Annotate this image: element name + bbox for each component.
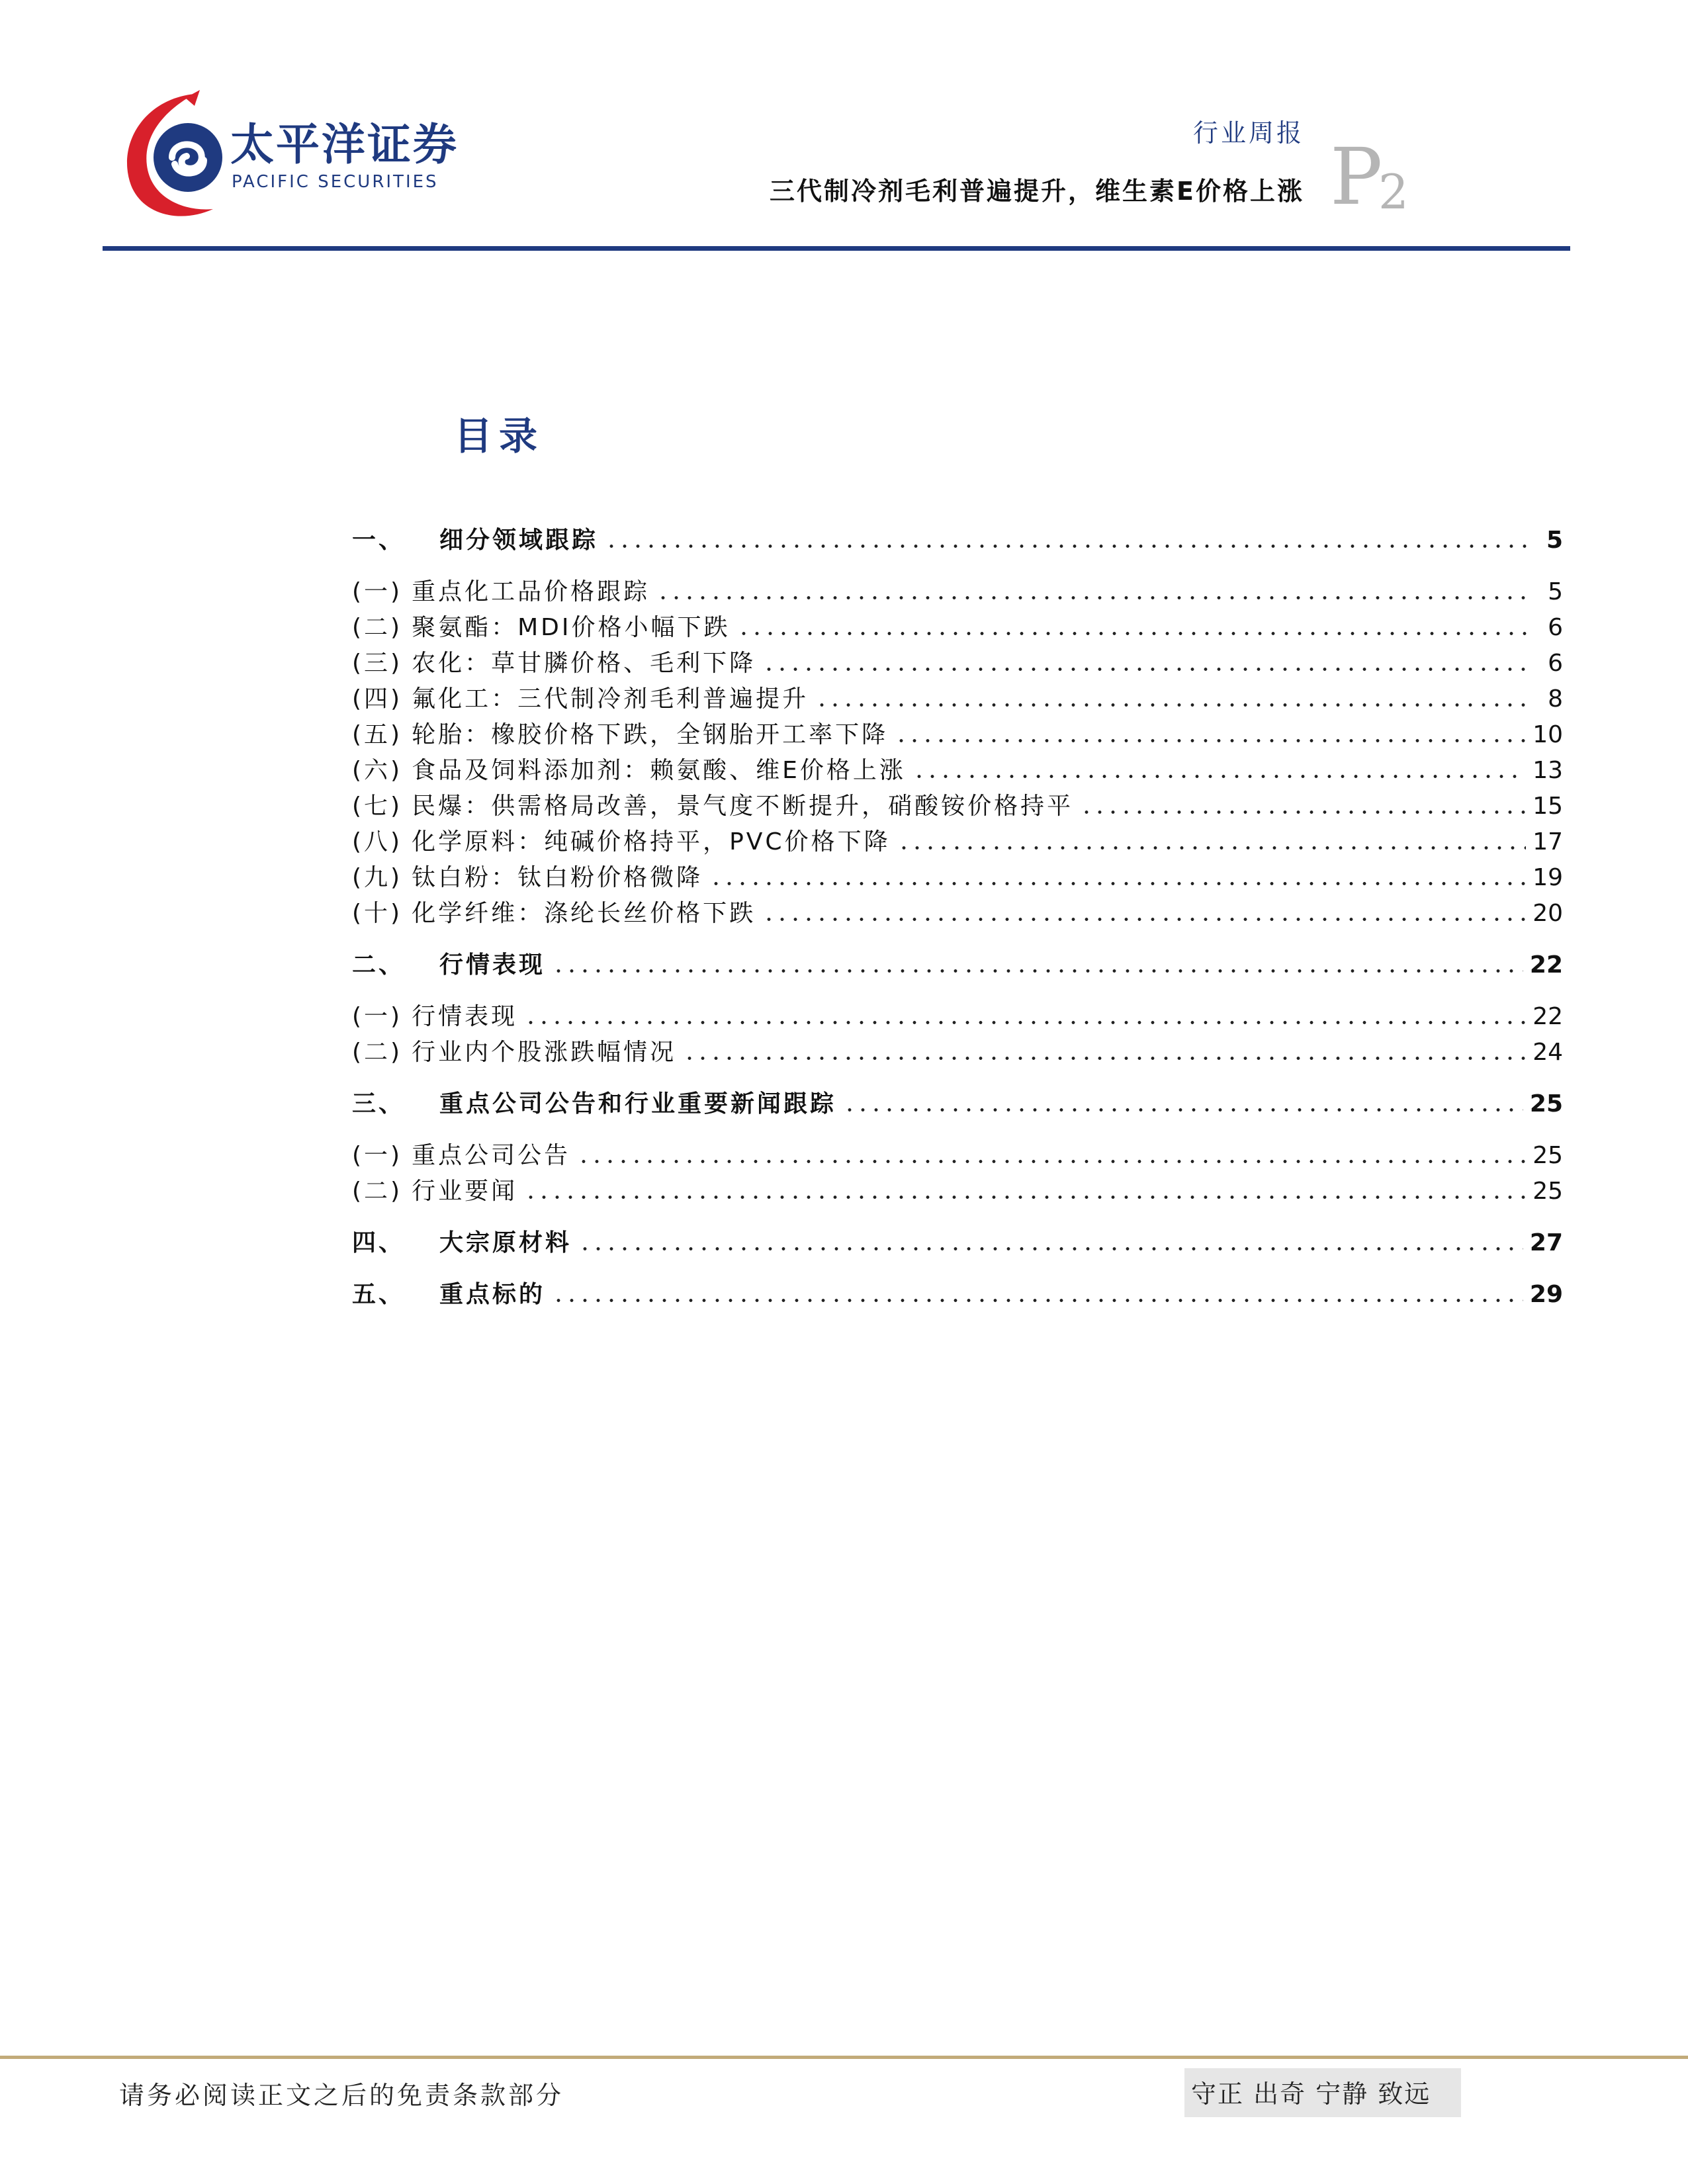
toc-entry-page: 19 <box>1533 864 1563 891</box>
toc-entry[interactable] <box>352 717 1563 753</box>
toc-entry[interactable] <box>352 1138 1563 1174</box>
toc-entry-page: 17 <box>1533 828 1563 855</box>
toc-dot-leader <box>683 1057 1526 1060</box>
toc-entry-title: 化学纤维：涤纶长丝价格下跌 <box>412 900 756 927</box>
toc-dot-leader <box>605 545 1530 548</box>
toc-entry[interactable] <box>352 860 1563 896</box>
toc-entry-page: 15 <box>1533 793 1563 820</box>
toc-entry-page: 22 <box>1533 1003 1563 1030</box>
toc-entry-page: 22 <box>1529 951 1563 979</box>
toc-dot-leader <box>737 632 1531 635</box>
toc-entry[interactable] <box>352 824 1563 860</box>
toc-entry-title: 行业内个股涨跌幅情况 <box>412 1039 677 1066</box>
toc-dot-leader <box>1080 810 1526 814</box>
toc-entry[interactable] <box>352 523 1563 558</box>
toc-entry-title: 氟化工：三代制冷剂毛利普遍提升 <box>412 685 809 713</box>
toc-dot-leader <box>762 918 1526 921</box>
toc-entry-number: 五、 <box>352 1281 406 1308</box>
toc-entry-title: 重点公司公告和行业重要新闻跟踪 <box>439 1090 837 1117</box>
toc-entry[interactable] <box>352 1035 1563 1070</box>
report-type: 行业周报 <box>1192 118 1304 148</box>
toc-entry-number: 一、 <box>352 527 406 554</box>
toc-dot-leader <box>524 1196 1526 1199</box>
page-number: 2 <box>1378 164 1409 220</box>
toc-entry-page: 27 <box>1529 1229 1563 1256</box>
toc-entry[interactable] <box>352 574 1563 610</box>
toc-entry[interactable] <box>352 999 1563 1035</box>
toc-entry[interactable] <box>352 753 1563 789</box>
toc-entry-number: 三、 <box>352 1090 406 1117</box>
toc-entry-number: (二) <box>352 1178 403 1205</box>
pacific-securities-logo <box>116 86 229 225</box>
toc-entry-number: 四、 <box>352 1229 406 1256</box>
toc-entry-number: 二、 <box>352 951 406 979</box>
toc-dot-leader <box>709 882 1526 885</box>
toc-entry-page: 25 <box>1533 1142 1563 1169</box>
toc-dot-leader <box>843 1108 1523 1112</box>
toc-entry-number: (十) <box>352 900 403 927</box>
toc-entry[interactable] <box>352 1277 1563 1313</box>
toc-entry-title: 食品及饲料添加剂：赖氨酸、维E价格上涨 <box>412 757 906 784</box>
toc-entry-title: 行情表现 <box>412 1003 518 1030</box>
toc-entry-number: (二) <box>352 1039 403 1066</box>
toc-entry-page: 24 <box>1533 1039 1563 1066</box>
toc-entry[interactable] <box>352 1225 1563 1261</box>
toc-entry[interactable] <box>352 789 1563 824</box>
toc-dot-leader <box>577 1160 1526 1163</box>
toc-entry-number: (五) <box>352 721 403 748</box>
toc-dot-leader <box>552 969 1523 973</box>
toc-entry-number: (八) <box>352 828 403 855</box>
brand-name-en: PACIFIC SECURITIES <box>232 172 439 192</box>
toc-entry-title: 轮胎：橡胶价格下跌，全钢胎开工率下降 <box>412 721 889 748</box>
toc-entry-page: 20 <box>1533 900 1563 927</box>
toc-entry[interactable] <box>352 646 1563 681</box>
toc-dot-leader <box>656 596 1530 599</box>
toc-entry-number: (四) <box>352 685 403 713</box>
toc-entry-page: 5 <box>1546 527 1563 554</box>
toc-entry-page: 5 <box>1548 578 1563 605</box>
toc-entry-title: 细分领域跟踪 <box>439 527 599 554</box>
toc-entry-page: 10 <box>1533 721 1563 748</box>
toc-entry-number: (七) <box>352 793 403 820</box>
toc-entry-title: 重点公司公告 <box>412 1142 571 1169</box>
disclaimer-notice: 请务必阅读正文之后的免责条款部分 <box>119 2081 564 2110</box>
toc-dot-leader <box>897 846 1527 850</box>
toc-entry-number: (六) <box>352 757 403 784</box>
toc-dot-leader <box>552 1299 1523 1302</box>
toc-entry[interactable] <box>352 1174 1563 1209</box>
toc-entry-title: 聚氨酯：MDI价格小幅下跌 <box>412 614 731 641</box>
toc-entry-page: 8 <box>1548 685 1563 713</box>
toc-entry-page: 29 <box>1529 1281 1563 1308</box>
toc-entry[interactable] <box>352 947 1563 983</box>
report-title: 三代制冷剂毛利普遍提升，维生素E价格上涨 <box>770 177 1304 206</box>
toc-dot-leader <box>815 703 1530 707</box>
company-motto: 守正 出奇 宁静 致远 <box>1191 2079 1431 2109</box>
toc-heading: 目录 <box>454 414 545 459</box>
toc-entry[interactable] <box>352 681 1563 717</box>
toc-entry-title: 行业要闻 <box>412 1178 518 1205</box>
brand-name-cn: 太平洋证券 <box>230 119 459 170</box>
toc-entry-title: 重点化工品价格跟踪 <box>412 578 650 605</box>
toc-dot-leader <box>762 668 1530 671</box>
toc-entry[interactable] <box>352 610 1563 646</box>
toc-entry-page: 6 <box>1548 614 1563 641</box>
toc-entry-page: 13 <box>1533 757 1563 784</box>
toc-entry-title: 大宗原材料 <box>439 1229 572 1256</box>
toc-entry[interactable] <box>352 1086 1563 1122</box>
toc-entry-title: 化学原料：纯碱价格持平，PVC价格下降 <box>412 828 891 855</box>
toc-entry-title: 农化：草甘膦价格、毛利下降 <box>412 650 756 677</box>
toc-entry-page: 25 <box>1533 1178 1563 1205</box>
toc-entry-number: (九) <box>352 864 403 891</box>
toc-dot-leader <box>578 1247 1523 1250</box>
toc-entry-page: 25 <box>1529 1090 1563 1117</box>
toc-entry-number: (一) <box>352 1142 403 1169</box>
page-letter: P <box>1330 131 1383 222</box>
toc-dot-leader <box>912 775 1526 778</box>
toc-list <box>352 523 1563 1313</box>
toc-dot-leader <box>895 739 1526 742</box>
toc-entry-title: 钛白粉：钛白粉价格微降 <box>412 864 703 891</box>
header-divider <box>103 246 1570 251</box>
toc-entry[interactable] <box>352 896 1563 932</box>
toc-entry-number: (一) <box>352 1003 403 1030</box>
toc-entry-number: (一) <box>352 578 403 605</box>
toc-entry-number: (三) <box>352 650 403 677</box>
footer-divider <box>0 2056 1688 2059</box>
toc-dot-leader <box>524 1021 1526 1024</box>
toc-entry-title: 行情表现 <box>439 951 546 979</box>
toc-entry-title: 重点标的 <box>439 1281 546 1308</box>
toc-entry-number: (二) <box>352 614 403 641</box>
toc-entry-title: 民爆：供需格局改善，景气度不断提升，硝酸铵价格持平 <box>412 793 1074 820</box>
toc-entry-page: 6 <box>1548 650 1563 677</box>
